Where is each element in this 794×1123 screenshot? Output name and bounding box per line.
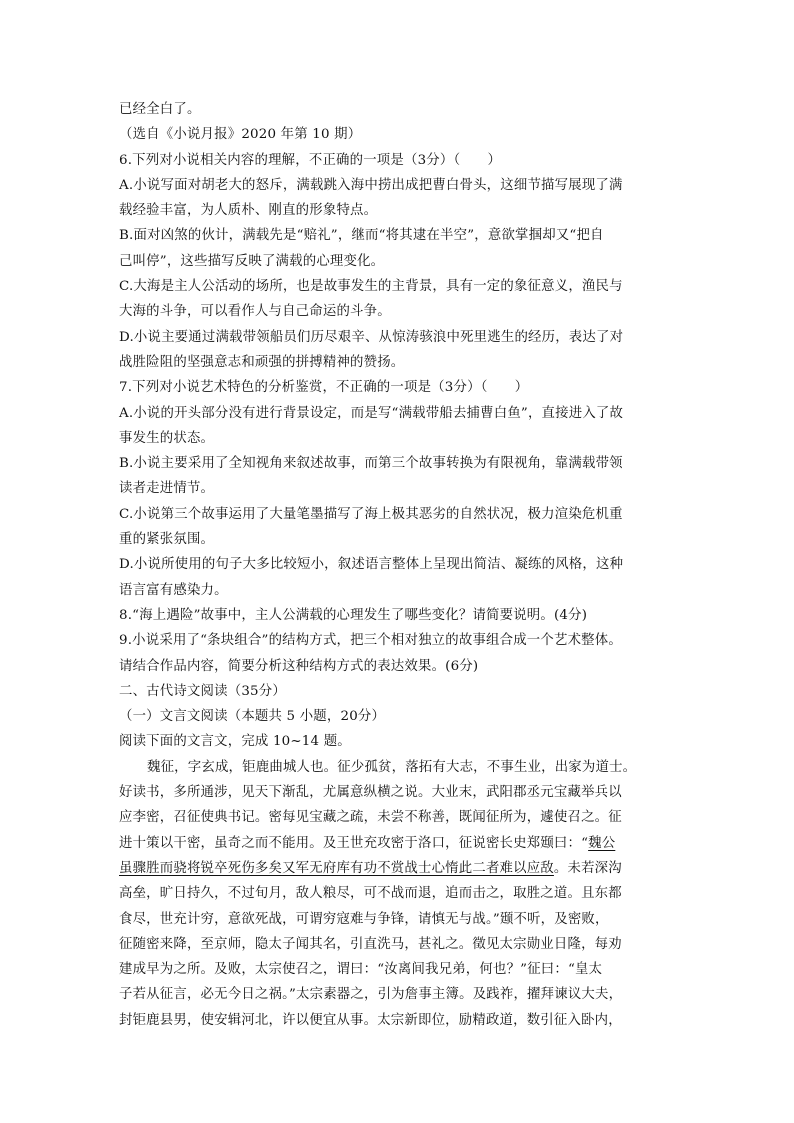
passage-line: 高垒，旷日持久，不过旬月，敌人粮尽，可不战而退，追而击之，取胜之道。且东都 [119,886,622,902]
question-6-option-a-cont: 载经验丰富，为人质朴、刚直的形象特点。 [119,203,378,219]
question-9: 9.小说采用了“条块组合”的结构方式，把三个相对独立的故事组合成一个艺术整体。 [119,633,622,649]
passage-line: 征随密来降，至京师，隐太子闻其名，引直洗马，甚礼之。徵见太宗勋业日隆，每劝 [119,936,622,952]
passage-line: 食尽，世充计穷，意欲死战，可谓穷寇难与争锋，请慎无与战。”颋不听，及密败， [119,911,609,927]
underlined-text: 魏公 [588,835,616,851]
document-body [119,97,679,1033]
text-line: 已经全白了。 [119,102,201,117]
question-6-option-c: C.大海是主人公活动的场所，也是故事发生的主背景，具有一定的象征意义，渔民与 [119,279,623,295]
question-6-option-d: D.小说主要通过满载带领船员们历尽艰辛、从惊涛骇浪中死里逃生的经历，表达了对 [119,329,624,345]
passage-line: 魏征，字玄成，钜鹿曲城人也。征少孤贫，落拓有大志，不事生业，出家为道士。 [147,759,637,775]
passage-line: 建成早为之所。及败，太宗使召之，谓曰：“汝离间我兄弟，何也？”征曰：“皇太 [119,962,603,978]
passage-line: 子若从征言，必无今日之祸。”太宗素器之，引为詹事主簿。及践祚，擢拜谏议大夫， [119,987,623,1003]
question-7-option-b: B.小说主要采用了全知视角来叙述故事，而第三个故事转换为有限视角，靠满载带领 [119,456,623,472]
passage-text: 。未若深沟 [553,860,622,876]
question-6-option-b-cont: 己叫停”，这些描写反映了满载的心理变化。 [119,253,385,269]
reading-instruction: 阅读下面的文言文，完成 10~14 题。 [119,734,351,750]
question-7-option-a: A.小说的开头部分没有进行背景设定，而是写“满载带船去捕曹白鱼”，直接进入了故 [119,405,624,421]
question-7: 7.下列对小说艺术特色的分析鉴赏，不正确的一项是（3分）（ ） [119,380,529,396]
question-6-option-a: A.小说写面对胡老大的怒斥，满载跳入海中捞出成把曹白骨头，这细节描写展现了满 [119,177,623,193]
question-6-option-b: B.面对凶煞的伙计，满载先是“赔礼”，继而“将其逮在半空”，意欲掌掴却又“把自 [119,228,604,244]
question-7-option-d: D.小说所使用的句子大多比较短小，叙述语言整体上呈现出简洁、凝练的风格，这种 [119,557,624,573]
question-7-option-b-cont: 读者走进情节。 [119,481,215,497]
passage-line [119,856,679,881]
question-8: 8.“海上遇险”故事中，主人公满载的心理发生了哪些变化？请简要说明。(4分) [119,607,588,623]
passage-line [119,831,679,856]
underlined-text: 虽骤胜而骁将锐卒死伤多矣又军无府库有功不赏战士心惰此二者难以应敌 [119,860,554,876]
question-7-option-c-cont: 重的紧张氛围。 [119,532,215,548]
passage-line: 应李密，召征使典书记。密每见宝藏之疏，未尝不称善，既闻征所为，遽使召之。征 [119,810,622,826]
subsection-heading: （一）文言文阅读（本题共 5 小题，20分） [119,709,386,725]
question-6-option-c-cont: 大海的斗争，可以看作人与自己命运的斗争。 [119,304,391,320]
question-7-option-d-cont: 语言富有感染力。 [119,582,228,598]
passage-line: 好读书，多所通涉，见天下渐乱，尤属意纵横之说。大业末，武阳郡丞元宝藏举兵以 [119,785,622,801]
question-6-option-d-cont: 战胜险阻的坚强意志和顽强的拼搏精神的赞扬。 [119,354,405,370]
question-6: 6.下列对小说相关内容的理解，不正确的一项是（3分）（ ） [119,152,502,168]
question-7-option-c: C.小说第三个故事运用了大量笔墨描写了海上极其恶劣的自然状况，极力渲染危机重 [119,506,623,522]
section-heading: 二、古代诗文阅读（35分） [119,683,286,699]
question-9-cont: 请结合作品内容，简要分析这种结构方式的表达效果。(6分) [119,658,479,674]
passage-text: 进十策以干密，虽奇之而不能用。及王世充攻密于洛口，征说密长史郑颋曰：“ [119,835,589,851]
question-7-option-a-cont: 事发生的状态。 [119,430,215,446]
source-citation: （选自《小说月报》2020 年第 10 期） [119,127,362,143]
passage-line: 封钜鹿县男，使安辑河北，许以便宜从事。太宗新即位，励精政道，数引征入卧内， [119,1012,622,1028]
